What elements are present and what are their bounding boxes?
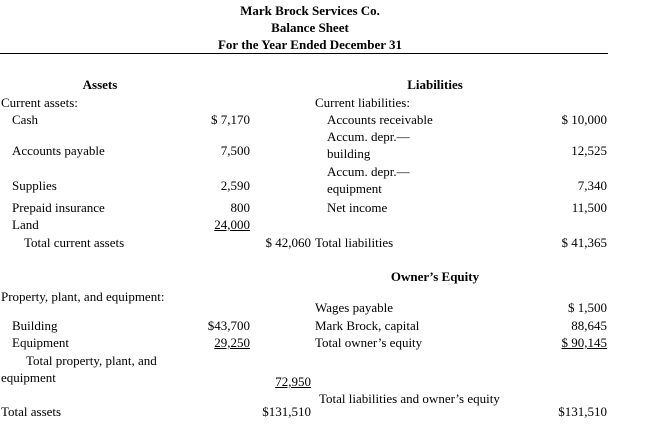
liability-label-accum-depr-equipment-line1: Accum. depr.— [327,164,410,179]
assets-heading: Assets [82,77,118,92]
asset-label-supplies: Supplies [12,178,57,193]
total-current-assets-amount: $ 42,060 [265,235,311,250]
header-rule [0,53,608,54]
asset-label-accounts-payable: Accounts payable [12,143,105,158]
equity-label-capital: Mark Brock, capital [315,318,420,333]
asset-amount-supplies: 2,590 [220,178,250,193]
liability-amount-net-income: 11,500 [571,200,607,215]
equity-amount-capital: 88,645 [571,318,607,333]
asset-amount-prepaid-insurance: 800 [230,200,250,215]
liability-amount-accum-depr-equipment: 7,340 [577,178,607,193]
asset-label-cash: Cash [12,112,38,127]
total-liabilities-label: Total liabilities [315,235,394,250]
total-assets-amount: $131,510 [262,404,311,419]
liability-label-accounts-receivable: Accounts receivable [327,112,433,127]
asset-amount-accounts-payable: 7,500 [220,143,250,158]
asset-amount-equipment: 29,250 [214,335,250,350]
liability-label-accum-depr-building-line2: building [327,146,371,161]
current-liabilities-label: Current liabilities: [315,95,410,110]
liability-label-accum-depr-building-line1: Accum. depr.— [327,129,410,144]
asset-amount-cash: $ 7,170 [211,112,250,127]
equity-amount-wages-payable: $ 1,500 [568,300,607,315]
total-assets-label: Total assets [1,404,62,419]
asset-amount-building: $43,700 [207,318,250,333]
total-liabilities-and-equity-label: Total liabilities and owner’s equity [319,391,500,406]
asset-label-land: Land [12,217,39,232]
total-owners-equity-amount: $ 90,145 [561,335,607,350]
asset-amount-land: 24,000 [214,217,250,232]
liabilities-heading: Liabilities [407,77,463,92]
asset-label-building: Building [12,318,58,333]
total-liabilities-and-equity-amount: $131,510 [558,404,607,419]
total-ppe-amount: 72,950 [275,374,311,389]
total-owners-equity-label: Total owner’s equity [315,335,423,350]
total-current-assets-label: Total current assets [24,235,125,250]
liability-amount-accum-depr-building: 12,525 [571,143,607,158]
liability-amount-accounts-receivable: $ 10,000 [561,112,607,127]
ppe-label: Property, plant, and equipment: [1,289,165,304]
total-ppe-label-line1: Total property, plant, and [26,353,157,368]
asset-label-prepaid-insurance: Prepaid insurance [12,200,105,215]
total-ppe-label-line2: equipment [1,370,56,385]
equity-label-wages-payable: Wages payable [315,300,393,315]
liability-label-net-income: Net income [327,200,388,215]
statement-title: Balance Sheet [271,20,349,35]
company-name: Mark Brock Services Co. [240,3,380,18]
total-liabilities-amount: $ 41,365 [561,235,607,250]
owners-equity-heading: Owner’s Equity [390,269,480,284]
statement-period: For the Year Ended December 31 [217,37,403,52]
current-assets-label: Current assets: [1,95,78,110]
liability-label-accum-depr-equipment-line2: equipment [327,181,382,196]
asset-label-equipment: Equipment [12,335,70,350]
